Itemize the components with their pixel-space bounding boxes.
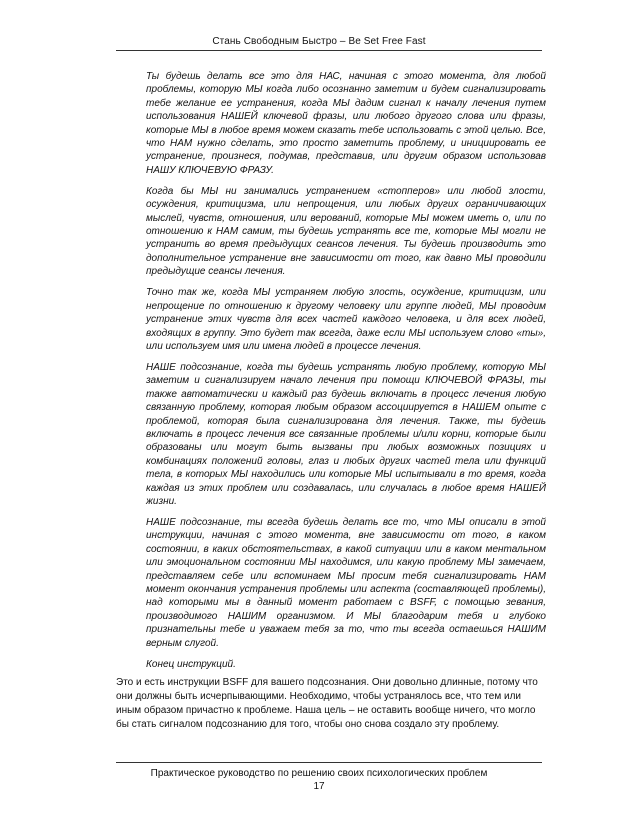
header-divider xyxy=(116,50,542,51)
instruction-paragraph-end: Конец инструкций. xyxy=(146,658,236,670)
instruction-paragraph-5: НАШЕ подсознание, ты всегда будешь делать все то, что МЫ описали в этой инструкции, начиная с этого момента, вне зависимости от того, в каком состоянии, в каких обстоятельствах, в какой ситуации или в каком ментальном или эмоциональном состоянии МЫ находимся, или какую проблему МЫ замечаем, представляем себе или вспоминаем МЫ просим тебя сигнализировать НАМ момент окончания устранения проблемы или аспекта (составляющей проблемы), над которыми мы в данный момент работаем с BSFF, с помощью зевания, производимого НАШИМ организмом. И МЫ благодарим тебя и глубоко признательны тебе и уважаем тебя за то, что ты всегда остаешься НАШИМ верным слугой. xyxy=(146,516,546,649)
instruction-block xyxy=(146,70,546,679)
page-number: 17 xyxy=(313,781,325,792)
instruction-paragraph-3: Точно так же, когда МЫ устраняем любую злость, осуждение, критицизм, или непрощение по отношению к другому человеку или группе людей, МЫ проводим устранение этих чувств для всех частей каждого человека, и для всех людей, входящих в группу. Это будет так всегда, даже если МЫ используем слово «ты», или используем имя или имена людей в процессе лечения. xyxy=(146,287,546,352)
body-section xyxy=(116,676,544,732)
footer-divider xyxy=(116,762,542,763)
instruction-paragraph-1: Ты будешь делать все это для НАС, начиная с этого момента, для любой проблемы, которую МЫ когда либо осознанно заметим и будем сигнализировать тебе желание ее устранения, когда МЫ дадим сигнал к началу лечения путем использования НАШЕЙ ключевой фразы, или любого другого слова или фразы, которые МЫ в любое время можем сказать тебе использовать с этой целью. Все, что НАМ нужно сделать, это просто заметить проблему, и инициировать ее устранение, произнеся, подумав, представив, или другим образом использовав НАШУ КЛЮЧЕВУЮ ФРАЗУ. xyxy=(146,71,546,176)
footer-book-title: Практическое руководство по решению своих психологических проблем xyxy=(150,768,488,779)
instruction-paragraph-4: НАШЕ подсознание, когда ты будешь устранять любую проблему, которую МЫ заметим и сигнализируем начало лечения при помощи КЛЮЧЕВОЙ ФРАЗЫ, ты также автоматически и каждый раз будешь включать в процесс лечения любую связанную проблему, которая любым образом ассоциируется в НАШЕМ опыте с проблемой, которая была сигнализирована для лечения. Также, ты будешь включать в процесс лечения все связанные проблемы и/или корни, которые были образованы или могут быть вызваны при любых возможных позициях и комбинациях положений головы, глаз и любых других частей тела или функций тела, в которых МЫ находились или которые МЫ испытывали в то время, когда каждая из этих проблем или создавалась, или случалась в любое время НАШЕЙ жизни. xyxy=(146,361,546,507)
body-paragraph: Это и есть инструкции BSFF для вашего подсознания. Они довольно длинные, потому что они должны быть исчерпывающими. Необходимо, чтобы устранялось все, что тем или иным образом причастно к проблеме. Наша цель – не оставить вообще ничего, что могло бы стать сигналом подсознанию для того, чтобы оно снова создало эту проблему. xyxy=(116,677,538,730)
running-header: Стань Свободным Быстро – Be Set Free Fast xyxy=(212,36,426,47)
instruction-paragraph-2: Когда бы МЫ ни занимались устранением «стопперов» или любой злости, осуждения, критицизма, или непрощения, или любых других ограничивающих мыслей, чувств, отношения, или верований, которые МЫ можем иметь о, или по отношению к НАМ самим, ты будешь устранять все те, которые МЫ могли не устранить во время предыдущих сеансов лечения. Ты будешь производить это дополнительное устранение вне зависимости от того, как давно МЫ проводили предыдущие сеансы лечения. xyxy=(146,185,546,278)
